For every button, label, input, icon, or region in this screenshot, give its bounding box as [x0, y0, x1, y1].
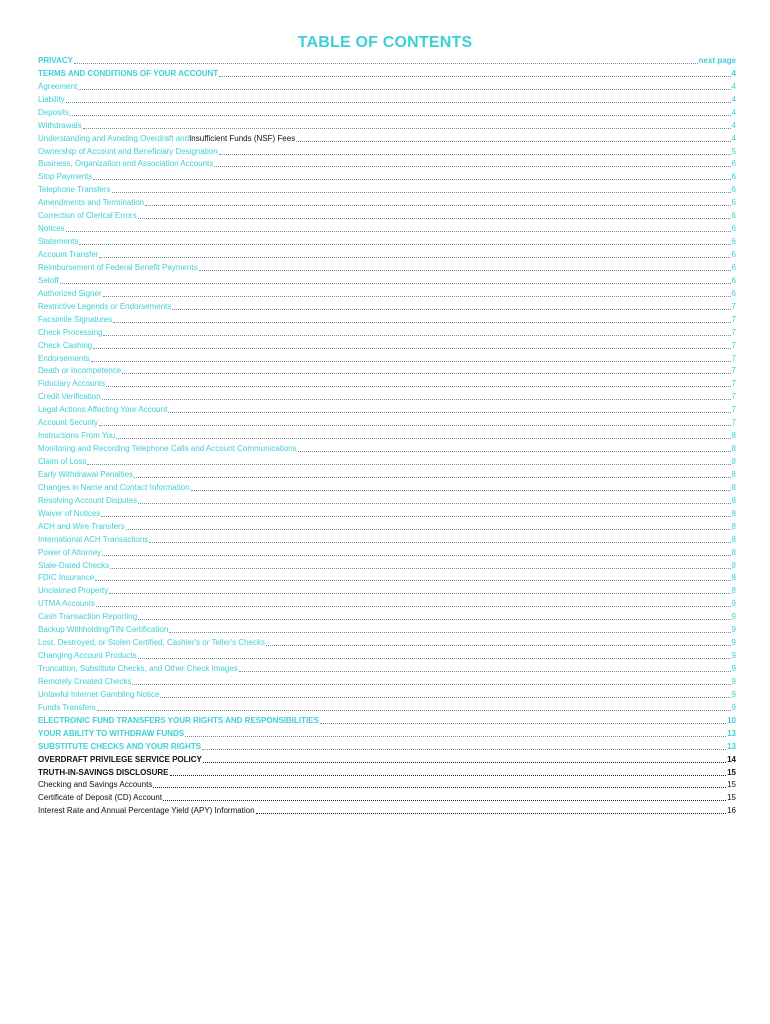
toc-entry[interactable] — [38, 804, 736, 817]
toc-entry-page-number: 15 — [727, 767, 736, 777]
dot-leader — [113, 322, 730, 323]
dot-leader — [298, 451, 731, 452]
dot-leader — [134, 477, 730, 478]
toc-entry-page-number: 7 — [731, 314, 736, 324]
toc-entry[interactable] — [38, 313, 736, 326]
toc-entry-label: Unclaimed Property — [38, 586, 109, 596]
dot-leader — [132, 684, 730, 685]
toc-entry-label: Waiver of Notices — [38, 508, 101, 518]
toc-entry-label: Instructions From You — [38, 431, 116, 441]
dot-leader — [219, 154, 731, 155]
toc-entry[interactable] — [38, 649, 736, 662]
toc-entry-page-number: 15 — [727, 780, 736, 790]
dot-leader — [172, 309, 730, 310]
toc-entry-label: Understanding and Avoiding Overdraft and — [38, 133, 190, 143]
toc-entry-page-number: 8 — [731, 560, 736, 570]
toc-entry[interactable] — [38, 365, 736, 378]
toc-entry[interactable] — [38, 274, 736, 287]
dot-leader — [112, 192, 731, 193]
toc-entry-page-number: 6 — [731, 185, 736, 195]
toc-entry[interactable] — [38, 610, 736, 623]
toc-entry-label: Ownership of Account and Beneficiary Designation — [38, 146, 218, 156]
toc-entry-page-number: 8 — [731, 521, 736, 531]
toc-entry[interactable] — [38, 352, 736, 365]
page-title: TABLE OF CONTENTS — [297, 34, 473, 51]
toc-entry-label: Early Withdrawal Penalties — [38, 469, 134, 479]
toc-entry-label: Backup Withholding/TIN Certification — [38, 625, 169, 635]
dot-leader — [138, 218, 731, 219]
toc-entry[interactable] — [38, 326, 736, 339]
toc-entry[interactable] — [38, 235, 736, 248]
dot-leader — [102, 555, 730, 556]
toc-entry-label: Correction of Clerical Errors — [38, 211, 137, 221]
toc-entry-page-number: 4 — [731, 94, 736, 104]
toc-entry[interactable] — [38, 623, 736, 636]
toc-entry-page-number: 4 — [731, 120, 736, 130]
toc-entry-label: Liability — [38, 94, 65, 104]
toc-entry-label: Account Transfer — [38, 250, 99, 259]
toc-entry-label: Unlawful Internet Gambling Notice — [38, 689, 160, 699]
dot-leader — [83, 128, 731, 129]
toc-entry-label: Deposits — [38, 107, 70, 117]
toc-entry[interactable] — [38, 93, 736, 106]
toc-entry[interactable] — [38, 170, 736, 183]
toc-entry-label: Business, Organization and Association Accounts — [38, 159, 214, 169]
toc-entry-page-number: 6 — [731, 237, 736, 247]
dot-leader — [149, 542, 730, 543]
toc-entry-page-number: 7 — [731, 366, 736, 376]
toc-entry-page-number: 8 — [731, 547, 736, 557]
toc-entry-page-number: 7 — [731, 301, 736, 311]
toc-entry[interactable] — [38, 80, 736, 93]
toc-entry-page-number: 4 — [731, 107, 736, 117]
dot-leader — [96, 606, 731, 607]
toc-entry-label: Stale-Dated Checks — [38, 560, 110, 570]
table-of-contents — [38, 54, 736, 817]
dot-leader — [160, 697, 730, 698]
dot-leader — [95, 580, 731, 581]
dot-leader — [91, 361, 731, 362]
toc-entry-page-number: 6 — [731, 198, 736, 208]
toc-entry-label: Changes in Name and Contact Information — [38, 482, 190, 492]
toc-entry-label: Remotely Created Checks — [38, 676, 132, 686]
toc-entry-page-number: 6 — [731, 250, 736, 259]
toc-entry-label: Withdrawals — [38, 120, 82, 130]
toc-entry[interactable] — [38, 572, 736, 585]
toc-entry[interactable] — [38, 559, 736, 572]
toc-entry[interactable] — [38, 688, 736, 701]
toc-entry-label-suffix: Insufficient Funds (NSF) Fees — [189, 133, 296, 143]
toc-entry-page-number: 6 — [731, 262, 736, 272]
dot-leader — [60, 283, 731, 284]
toc-entry-page-number: 9 — [731, 599, 736, 609]
toc-entry-page-number: 5 — [731, 146, 736, 156]
toc-entry[interactable] — [38, 403, 736, 416]
toc-entry-page-number: 7 — [731, 405, 736, 415]
toc-entry[interactable] — [38, 597, 736, 610]
toc-entry-label: Statements — [38, 237, 79, 247]
dot-leader — [219, 76, 730, 77]
toc-entry-label: Lost, Destroyed, or Stolen Certified, Cashier's or Teller's Checks — [38, 638, 265, 648]
dot-leader — [102, 399, 731, 400]
dot-leader — [103, 296, 731, 297]
toc-entry-page-number: 14 — [727, 754, 736, 764]
dot-leader — [266, 645, 731, 646]
toc-entry-page-number: 9 — [731, 702, 736, 712]
toc-entry[interactable] — [38, 740, 736, 753]
toc-entry-page-number: 6 — [731, 172, 736, 182]
dot-leader — [110, 568, 730, 569]
toc-entry-page-number: 8 — [731, 457, 736, 466]
toc-entry-page-number: 8 — [731, 586, 736, 596]
toc-entry[interactable] — [38, 468, 736, 481]
dot-leader — [99, 425, 731, 426]
toc-entry-label: Funds Transfers — [38, 702, 96, 712]
dot-leader — [145, 205, 730, 206]
toc-entry[interactable] — [38, 455, 736, 468]
toc-entry[interactable] — [38, 701, 736, 714]
toc-entry-page-number: 10 — [727, 715, 736, 725]
toc-entry-label: Truncation, Substitute Checks, and Other Check Images — [38, 664, 238, 673]
toc-entry-page-number: 7 — [731, 353, 736, 363]
toc-entry[interactable] — [38, 183, 736, 196]
dot-leader — [320, 723, 726, 724]
toc-entry-label: Monitoring and Recording Telephone Calls and Account Communications — [38, 444, 297, 454]
toc-entry-page-number: 8 — [731, 469, 736, 479]
dot-leader — [106, 386, 730, 387]
toc-entry-label: Changing Account Products — [38, 651, 137, 661]
toc-entry-page-number: 6 — [731, 159, 736, 169]
toc-entry-label: Certificate of Deposit (CD) Account — [38, 793, 163, 803]
toc-entry[interactable] — [38, 145, 736, 158]
toc-entry[interactable] — [38, 507, 736, 520]
toc-entry[interactable] — [38, 106, 736, 119]
dot-leader — [202, 749, 726, 750]
toc-entry-label: SUBSTITUTE CHECKS AND YOUR RIGHTS — [38, 741, 202, 751]
toc-entry-page-number: 4 — [731, 68, 736, 78]
dot-leader — [122, 373, 730, 374]
toc-entry-label: Endorsements — [38, 353, 90, 363]
toc-entry[interactable] — [38, 481, 736, 494]
dot-leader — [169, 632, 730, 633]
toc-entry[interactable] — [38, 209, 736, 222]
toc-entry[interactable] — [38, 429, 736, 442]
toc-entry-page-number: 9 — [731, 612, 736, 622]
toc-entry-label: Check Cashing — [38, 340, 93, 350]
dot-leader — [78, 89, 730, 90]
dot-leader — [103, 335, 730, 336]
toc-entry-label: Setoff — [38, 275, 59, 285]
toc-entry-page-number: 9 — [731, 625, 736, 635]
dot-leader — [116, 438, 730, 439]
toc-entry-page-number: 7 — [731, 327, 736, 337]
dot-leader — [66, 102, 731, 103]
toc-entry[interactable] — [38, 248, 736, 261]
toc-entry-label: FDIC Insurance — [38, 573, 95, 583]
toc-entry-label: Reimbursement of Federal Benefit Payments — [38, 262, 198, 272]
toc-entry[interactable] — [38, 196, 736, 209]
toc-entry[interactable] — [38, 261, 736, 274]
toc-entry[interactable] — [38, 584, 736, 597]
toc-entry[interactable] — [38, 339, 736, 352]
toc-entry-label: Fiduciary Accounts — [38, 379, 106, 389]
dot-leader — [199, 270, 731, 271]
dot-leader — [138, 503, 730, 504]
dot-leader — [170, 775, 727, 776]
toc-entry-label: Facsimile Signatures — [38, 314, 113, 324]
dot-leader — [191, 490, 731, 491]
toc-entry-label: YOUR ABILITY TO WITHDRAW FUNDS — [38, 728, 185, 738]
toc-entry-page-number: 4 — [731, 133, 736, 143]
toc-entry-label: Check Processing — [38, 327, 103, 337]
toc-entry-label: Power of Attorney — [38, 547, 102, 557]
toc-entry[interactable] — [38, 119, 736, 132]
dot-leader — [66, 231, 731, 232]
toc-entry-label: Stop Payments — [38, 172, 93, 182]
toc-entry-label: TRUTH-IN-SAVINGS DISCLOSURE — [38, 767, 169, 777]
toc-entry-label: Credit Verification — [38, 392, 101, 402]
toc-entry-page-number: 6 — [731, 224, 736, 234]
dot-leader — [138, 658, 731, 659]
toc-entry-label: OVERDRAFT PRIVILEGE SERVICE POLICY — [38, 754, 202, 764]
toc-entry-page-number: next page — [698, 55, 736, 65]
toc-entry-page-number: 13 — [727, 741, 736, 751]
toc-entry[interactable] — [38, 494, 736, 507]
toc-entry-label: Interest Rate and Annual Percentage Yield (APY) Information — [38, 806, 255, 816]
toc-entry[interactable] — [38, 662, 736, 675]
toc-entry[interactable] — [38, 300, 736, 313]
dot-leader — [97, 710, 731, 711]
toc-entry-label: Telephone Transfers — [38, 185, 111, 195]
toc-entry[interactable] — [38, 766, 736, 779]
toc-entry[interactable] — [38, 158, 736, 171]
dot-leader — [168, 412, 730, 413]
dot-leader — [74, 63, 698, 64]
dot-leader — [87, 464, 730, 465]
toc-entry-page-number: 8 — [731, 495, 736, 505]
toc-entry-label: PRIVACY — [38, 55, 73, 65]
toc-entry[interactable] — [38, 390, 736, 403]
toc-entry-page-number: 15 — [727, 793, 736, 803]
dot-leader — [256, 813, 727, 814]
toc-entry-label: Amendments and Termination — [38, 198, 145, 208]
toc-entry-page-number: 6 — [731, 275, 736, 285]
toc-entry-page-number: 7 — [731, 392, 736, 402]
toc-entry-page-number: 8 — [731, 573, 736, 583]
toc-entry-page-number: 16 — [727, 806, 736, 816]
toc-entry-page-number: 8 — [731, 431, 736, 441]
toc-entry-page-number: 6 — [731, 288, 736, 298]
toc-entry[interactable] — [38, 636, 736, 649]
toc-entry-label: Resolving Account Disputes — [38, 495, 138, 505]
toc-entry-page-number: 6 — [731, 211, 736, 221]
toc-entry[interactable] — [38, 779, 736, 792]
toc-entry-label: TERMS AND CONDITIONS OF YOUR ACCOUNT — [38, 68, 219, 78]
dot-leader — [163, 800, 726, 801]
toc-entry[interactable] — [38, 753, 736, 766]
dot-leader — [93, 348, 730, 349]
toc-entry[interactable] — [38, 442, 736, 455]
toc-entry-page-number: 7 — [731, 418, 736, 428]
toc-entry-page-number: 13 — [727, 728, 736, 738]
toc-entry-label: Legal Actions Affecting Your Account — [38, 405, 168, 415]
toc-entry-page-number: 8 — [731, 444, 736, 454]
toc-entry[interactable] — [38, 675, 736, 688]
dot-leader — [79, 244, 730, 245]
toc-entry[interactable] — [38, 533, 736, 546]
dot-leader — [101, 516, 730, 517]
dot-leader — [203, 762, 726, 763]
dot-leader — [93, 179, 730, 180]
toc-entry-label: Death or Incompetence — [38, 366, 122, 376]
dot-leader — [70, 115, 730, 116]
toc-entry-page-number: 9 — [731, 638, 736, 648]
toc-entry[interactable] — [38, 727, 736, 740]
toc-entry-label: Claim of Loss — [38, 457, 87, 466]
toc-entry-label: Restrictive Legends or Endorsements — [38, 301, 172, 311]
toc-entry[interactable] — [38, 416, 736, 429]
toc-entry-page-number: 7 — [731, 340, 736, 350]
toc-entry-label: UTMA Accounts — [38, 599, 95, 609]
dot-leader — [296, 141, 730, 142]
toc-entry[interactable] — [38, 54, 736, 67]
toc-entry-label: Agreement — [38, 81, 78, 91]
toc-entry[interactable] — [38, 791, 736, 804]
toc-entry[interactable] — [38, 377, 736, 390]
dot-leader — [239, 671, 731, 672]
toc-entry-page-number: 9 — [731, 664, 736, 673]
dot-leader — [185, 736, 726, 737]
toc-entry-page-number: 7 — [731, 379, 736, 389]
toc-entry[interactable] — [38, 222, 736, 235]
toc-entry-page-number: 9 — [731, 689, 736, 699]
toc-entry[interactable] — [38, 67, 736, 80]
toc-entry-label: Cash Transaction Reporting — [38, 612, 138, 622]
toc-entry-label: ELECTRONIC FUND TRANSFERS YOUR RIGHTS AND RESPONSIBILITIES — [38, 715, 319, 725]
toc-entry-label: Notices — [38, 224, 65, 234]
toc-entry[interactable] — [38, 520, 736, 533]
dot-leader — [126, 529, 731, 530]
toc-entry[interactable] — [38, 714, 736, 727]
dot-leader — [109, 593, 730, 594]
toc-entry-page-number: 8 — [731, 508, 736, 518]
toc-entry-page-number: 9 — [731, 676, 736, 686]
toc-entry[interactable] — [38, 132, 736, 145]
dot-leader — [138, 619, 730, 620]
dot-leader — [214, 166, 730, 167]
toc-entry-page-number: 8 — [731, 534, 736, 544]
toc-entry[interactable] — [38, 287, 736, 300]
toc-entry-label: Account Security — [38, 418, 99, 428]
dot-leader — [99, 257, 730, 258]
toc-entry-label: International ACH Transactions — [38, 534, 149, 544]
toc-entry-page-number: 8 — [731, 482, 736, 492]
toc-entry-label: Authorized Signer — [38, 288, 102, 298]
toc-entry-label: Checking and Savings Accounts — [38, 780, 153, 790]
dot-leader — [153, 787, 726, 788]
toc-entry-page-number: 9 — [731, 651, 736, 661]
toc-entry[interactable] — [38, 546, 736, 559]
toc-entry-label: ACH and Wire Transfers — [38, 521, 125, 531]
toc-entry-page-number: 4 — [731, 81, 736, 91]
